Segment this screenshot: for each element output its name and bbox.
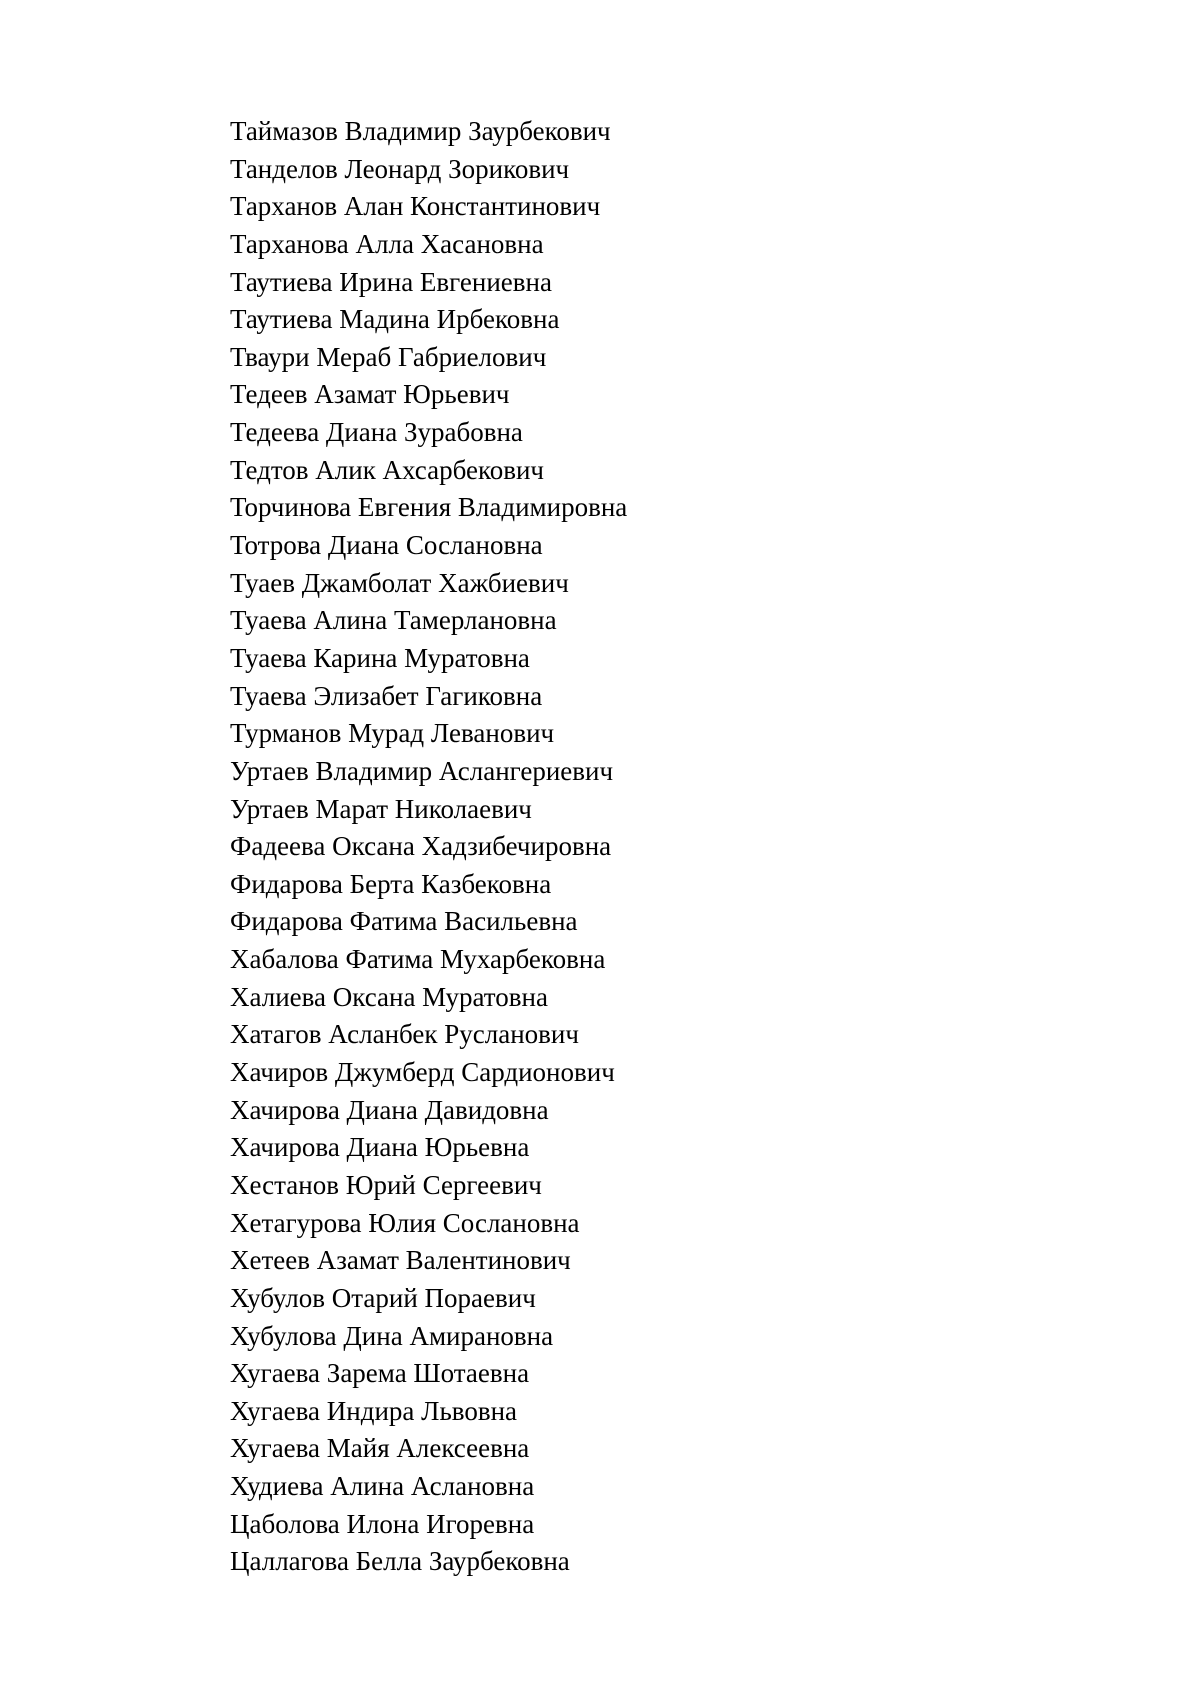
list-item-name: Халиева Оксана Муратовна: [230, 981, 548, 1012]
list-item-name: Хугаева Майя Алексеевна: [230, 1433, 530, 1464]
list-item-name: Худиева Алина Аслановна: [230, 1471, 535, 1502]
list-item-name: Хабалова Фатима Мухарбековна: [230, 944, 606, 975]
list-item-name: Танделов Леонард Зорикович: [230, 153, 570, 184]
list-item-name: Хачирова Диана Юрьевна: [230, 1132, 530, 1163]
list-item-name: Хетагурова Юлия Сослановна: [230, 1207, 580, 1238]
list-item-name: Цаллагова Белла Заурбековна: [230, 1546, 570, 1577]
list-item-name: Тедеева Диана Зурабовна: [230, 417, 523, 448]
list-item-name: Фидарова Берта Казбековна: [230, 868, 552, 899]
list-item-name: Таймазов Владимир Заурбекович: [230, 116, 611, 146]
list-item-name: Уртаев Марат Николаевич: [230, 793, 532, 824]
list-item-name: Уртаев Владимир Аслангериевич: [230, 755, 614, 786]
list-item-name: Туаев Джамболат Хажбиевич: [230, 567, 569, 598]
list-item-name: Таутиева Ирина Евгениевна: [230, 266, 552, 297]
list-item-name: Хугаева Индира Львовна: [230, 1395, 518, 1426]
list-item-name: Туаева Алина Тамерлановна: [230, 605, 557, 636]
list-item-name: Таутиева Мадина Ирбековна: [230, 304, 560, 335]
list-item-name: Хетеев Азамат Валентинович: [230, 1245, 571, 1276]
list-item-name: Туаева Карина Муратовна: [230, 642, 530, 673]
list-item-name: Тарханов Алан Константинович: [230, 191, 601, 222]
list-item-name: Хугаева Зарема Шотаевна: [230, 1358, 530, 1389]
list-item-name: Хачирова Диана Давидовна: [230, 1094, 549, 1125]
list-item-name: Тарханова Алла Хасановна: [230, 228, 544, 259]
list-item-name: Тваури Мераб Габриелович: [230, 341, 547, 372]
list-item-name: Цаболова Илона Игоревна: [230, 1508, 535, 1539]
list-item-name: Тотрова Диана Сослановна: [230, 530, 543, 561]
list-item-name: Фадеева Оксана Хадзибечировна: [230, 831, 612, 862]
list-item-name: Хатагов Асланбек Русланович: [230, 1019, 579, 1050]
list-item-name: Турманов Мурад Леванович: [230, 718, 555, 749]
list-item-name: Фидарова Фатима Васильевна: [230, 906, 578, 937]
list-item-name: Хачиров Джумберд Сардионович: [230, 1057, 615, 1088]
list-item-name: Тедеев Азамат Юрьевич: [230, 379, 510, 410]
list-item-name: Хубулов Отарий Пораевич: [230, 1282, 536, 1313]
list-item-name: Хестанов Юрий Сергеевич: [230, 1169, 542, 1200]
list-item-name: Хубулова Дина Амирановна: [230, 1320, 554, 1351]
list-item-name: Туаева Элизабет Гагиковна: [230, 680, 543, 711]
list-item-name: Тедтов Алик Ахсарбекович: [230, 454, 544, 485]
list-item-name: Торчинова Евгения Владимировна: [230, 492, 628, 523]
